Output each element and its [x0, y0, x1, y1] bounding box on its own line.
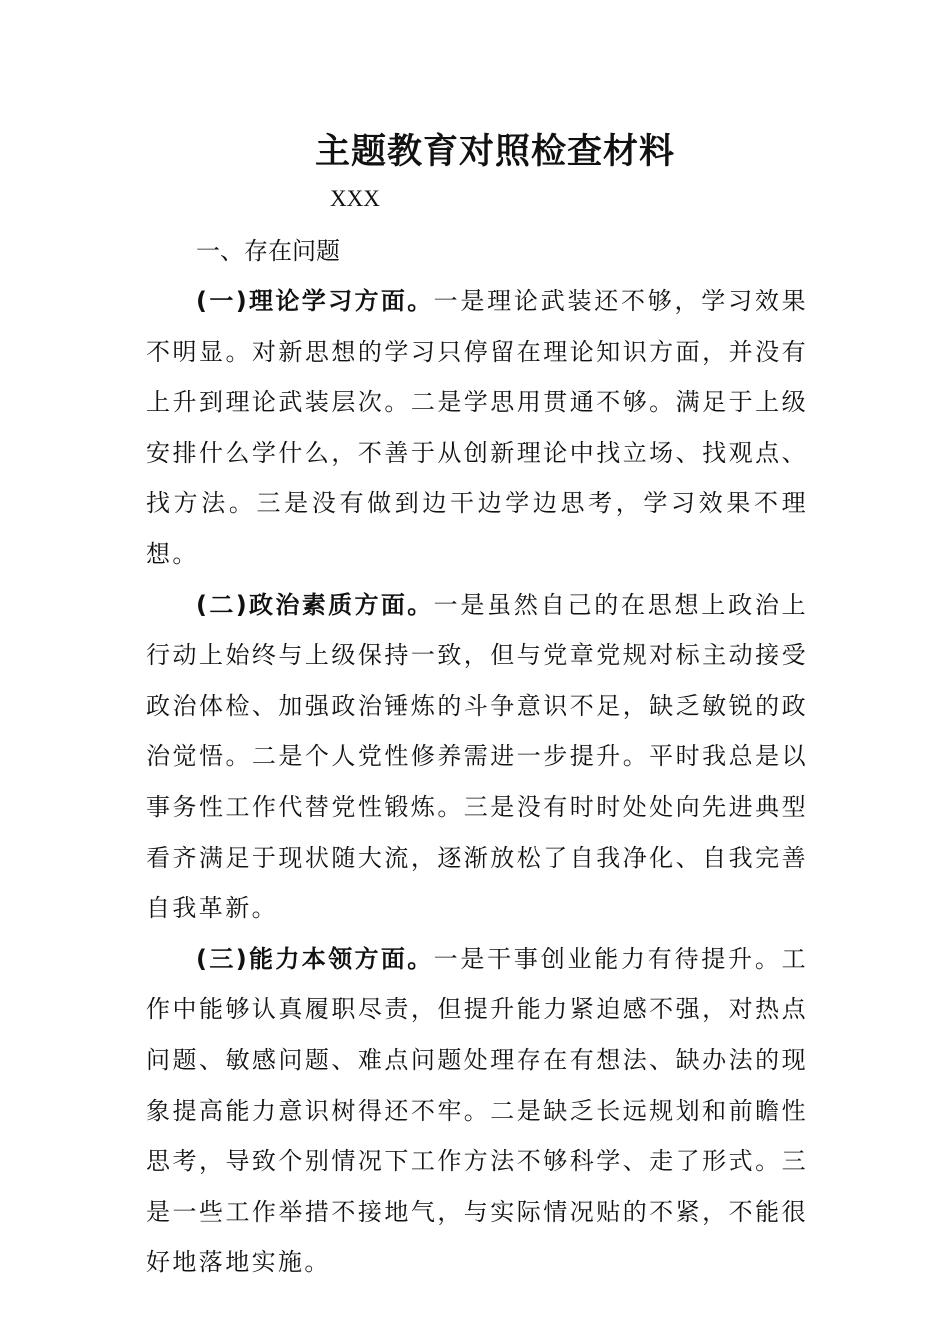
document-title: 主题教育对照检查材料: [314, 131, 675, 172]
document-author: XXX: [330, 186, 380, 211]
paragraph-lead: (二)政治素质方面。: [196, 590, 434, 619]
paragraph-text: 一是干事创业能力有待提升。工作中能够认真履职尽责，但提升能力紧迫感不强，对热点问题、敏感问题、难点问题处理存在有想法、缺办法的现象提高能力意识树得还不牢。二是缺乏长远规划和前瞻性思考，导致个别情况下工作方法不够科学、走了形式。三是一些工作举措不接地气，与实际情况贴的不紧，不能很好地落地实施。: [146, 944, 809, 1277]
paragraph-political-quality: [146, 580, 808, 934]
paragraph-text: 一是理论武装还不够，学习效果不明显。对新思想的学习只停留在理论知识方面，并没有上升到理论武装层次。二是学思用贯通不够。满足于上级安排什么学什么，不善于从创新理论中找立场、找观点、找方法。三是没有做到边干边学边思考，学习效果不理想。: [146, 287, 809, 568]
paragraph-text: 一是虽然自己的在思想上政治上行动上始终与上级保持一致，但与党章党规对标主动接受政治体检、加强政治锤炼的斗争意识不足，缺乏敏锐的政治觉悟。二是个人党性修养需进一步提升。平时我总是以事务性工作代替党性锻炼。三是没有时时处处向先进典型看齐满足于现状随大流，逐渐放松了自我净化、自我完善自我革新。: [146, 590, 809, 923]
paragraph-ability: [146, 934, 808, 1288]
document-body: [146, 276, 808, 1288]
paragraph-lead: (一)理论学习方面。: [196, 287, 434, 315]
section-heading: 一、存在问题: [196, 237, 340, 265]
paragraph-theory-study: [146, 276, 808, 580]
paragraph-lead: (三)能力本领方面。: [196, 944, 434, 973]
